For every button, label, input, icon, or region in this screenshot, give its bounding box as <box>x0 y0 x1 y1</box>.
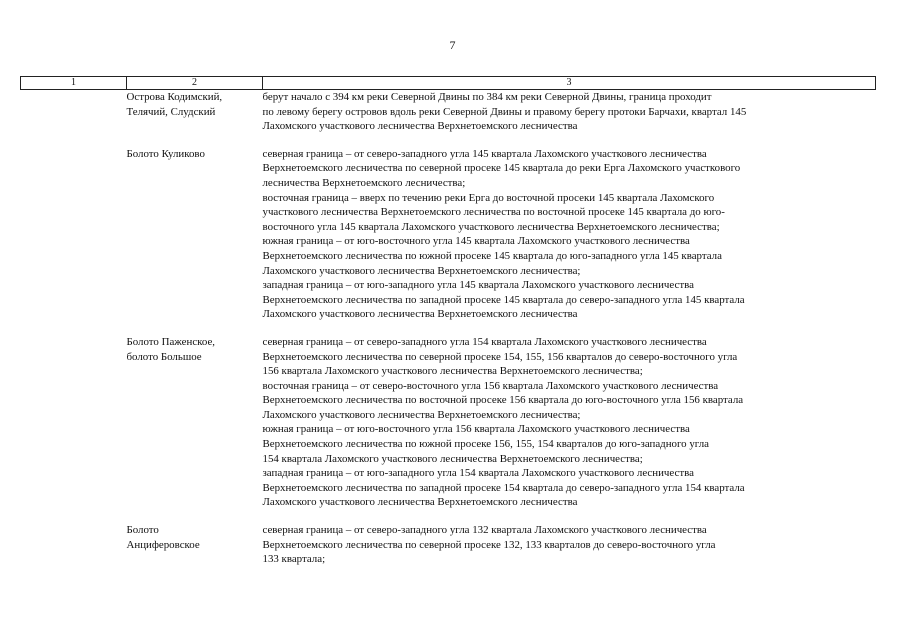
boundary-description-line: Лахомского участкового лесничества Верхнетоемского лесничества <box>262 496 578 509</box>
table-row <box>21 90 876 134</box>
boundary-description-line: берут начало с 394 км реки Северной Двины по 384 км реки Северной Двины, граница проходит <box>262 91 712 103</box>
boundary-description-line: Верхнетоемского лесничества по западной просеке 145 квартала до северо-западного угла 145 квартала <box>262 293 745 306</box>
boundary-description-line: восточного угла 145 квартала Лахомского участкового лесничества Верхнетоемского лесничества; <box>262 220 720 233</box>
object-name-cell <box>127 523 263 567</box>
boundary-description-line: западная граница – от юго-западного угла 145 квартала Лахомского участкового лесничества <box>262 279 694 292</box>
boundary-description-line: Верхнетоемского лесничества по южной просеке 145 квартала до юго-западного угла 145 квартала <box>262 249 722 262</box>
table-header-row <box>21 77 876 90</box>
object-name-line: болото Большое <box>126 350 202 363</box>
boundary-description-cell <box>263 90 876 134</box>
object-name-line: Анциферовское <box>126 538 200 551</box>
object-name-cell <box>127 147 263 322</box>
boundary-description-line: 154 квартала Лахомского участкового лесничества Верхнетоемского лесничества; <box>262 452 643 465</box>
table-row <box>21 335 876 510</box>
row-number-cell <box>21 523 127 567</box>
table-row <box>21 523 876 567</box>
boundary-description-line: Верхнетоемского лесничества по южной просеке 156, 155, 154 кварталов до юго-западного угла <box>262 438 709 451</box>
column-header-2: 2 <box>127 77 263 90</box>
object-name-line: Острова Кодимский, <box>126 91 223 103</box>
boundary-description-line: южная граница – от юго-восточного угла 145 квартала Лахомского участкового лесничества <box>262 235 690 248</box>
boundary-description-line: Верхнетоемского лесничества по северной просеке 145 квартала до реки Ерга Лахомского участкового <box>262 162 741 175</box>
boundary-description-cell <box>263 523 876 567</box>
page-number: 7 <box>449 38 456 52</box>
boundary-description-line: восточная граница – вверх по течению реки Ерга до восточной просеки 145 квартала Лахомского <box>262 191 715 204</box>
boundary-description-line: лесничества Верхнетоемского лесничества; <box>262 176 466 189</box>
boundary-description-line: Лахомского участкового лесничества Верхнетоемского лесничества; <box>262 408 581 421</box>
boundary-description-line: восточная граница – от северо-восточного угла 156 квартала Лахомского участкового лесничества <box>262 379 719 392</box>
zones-table <box>20 76 876 567</box>
row-spacer <box>21 322 876 335</box>
object-name-cell <box>127 335 263 510</box>
column-header-3: 3 <box>263 77 876 90</box>
row-number-cell <box>21 335 127 510</box>
boundary-description-line: Лахомского участкового лесничества Верхнетоемского лесничества <box>262 308 578 321</box>
boundary-description-line: Верхнетоемского лесничества по западной просеке 154 квартала до северо-западного угла 154 квартала <box>262 481 745 494</box>
object-name-line: Болото <box>126 524 159 537</box>
row-number-cell <box>21 90 127 134</box>
boundary-description-line: по левому берегу островов вдоль реки Северной Двины и правому берегу протоки Барчахи, квартал 145 <box>262 105 747 118</box>
boundary-description-line: северная граница – от северо-западного угла 145 квартала Лахомского участкового лесничества <box>262 147 707 160</box>
boundary-description-line: северная граница – от северо-западного угла 154 квартала Лахомского участкового лесничества <box>262 335 707 348</box>
boundary-description-line: 133 квартала; <box>262 553 326 566</box>
boundary-description-line: Лахомского участкового лесничества Верхнетоемского лесничества; <box>262 264 581 277</box>
boundary-description-cell <box>263 335 876 510</box>
boundary-description-cell <box>263 147 876 322</box>
boundary-description-line: Верхнетоемского лесничества по северной просеке 154, 155, 156 кварталов до северо-восточного угла <box>262 350 738 363</box>
object-name-line: Болото Паженское, <box>126 335 216 348</box>
boundary-description-line: 156 квартала Лахомского участкового лесничества Верхнетоемского лесничества; <box>262 365 643 378</box>
object-name-line: Болото Куликово <box>126 147 205 160</box>
table-row <box>21 147 876 322</box>
boundary-description-line: северная граница – от северо-западного угла 132 квартала Лахомского участкового лесничества <box>262 524 707 537</box>
boundary-description-line: Верхнетоемского лесничества по северной просеке 132, 133 кварталов до северо-восточного угла <box>262 538 716 551</box>
row-number-cell <box>21 147 127 322</box>
object-name-cell <box>127 90 263 134</box>
boundary-description-line: западная граница – от юго-западного угла 154 квартала Лахомского участкового лесничества <box>262 467 694 480</box>
boundary-description-line: Верхнетоемского лесничества по восточной просеке 156 квартала до юго-восточного угла 156 квартала <box>262 394 744 407</box>
column-header-1: 1 <box>21 77 127 90</box>
object-name-line: Телячий, Слудский <box>126 105 216 118</box>
boundary-description-line: южная граница – от юго-восточного угла 156 квартала Лахомского участкового лесничества <box>262 423 690 436</box>
row-spacer <box>21 134 876 147</box>
boundary-description-line: участкового лесничества Верхнетоемского лесничества по восточной просеке 145 квартала до юго- <box>262 206 725 219</box>
row-spacer <box>21 510 876 523</box>
boundary-description-line: Лахомского участкового лесничества Верхнетоемского лесничества <box>262 120 578 133</box>
